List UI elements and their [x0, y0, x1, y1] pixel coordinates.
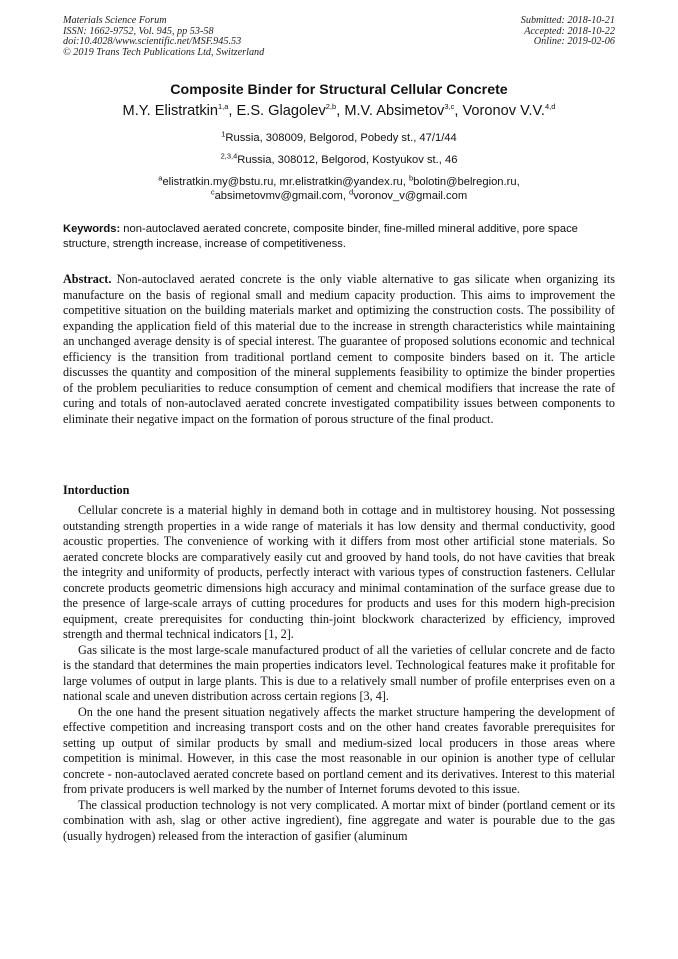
affiliation-sup: 1: [221, 129, 226, 139]
author-sup: 1,a: [217, 102, 229, 112]
affiliation-sup: 2,3,4: [220, 151, 238, 161]
submitted-date: Submitted: 2018-10-21: [520, 15, 615, 26]
body-text: [63, 503, 615, 844]
author-sep: ,: [336, 103, 345, 119]
author-sup: 3,c: [444, 102, 455, 112]
affiliation-text: Russia, 308012, Belgorod, Kostyukov st., 46: [237, 154, 458, 166]
email-sup: c: [210, 187, 215, 197]
paragraph: Cellular concrete is a material highly in demand both in cottage and in multistorey housing. Not possessing outstanding strength properties in a wide range of materials it has low density and thermal conductivity, good acoustic properties. The convenience of working with it differs from most other artificial stone materials. So aerated concrete blocks are comparatively easily cut and grooved by hand tools, do not have cavities that break the integrity and uniformity of products, perfectly interact with various types of construction fasteners. Cellular concrete products geometric dimensions high accuracy and minimal contamination of the surface grease due to the presence of large-scale arrays of cutting procedures for products and uses for this modern high-precision equipment, create prerequisites for conducting thin-joint blockwork characterized by efficiency, improved strength and thermal technical indicators [1, 2].: [63, 503, 615, 641]
keywords-text: non-autoclaved aerated concrete, composite binder, fine-milled mineral additive, pore space structure, strength increase, increase of competitiveness.: [63, 223, 578, 250]
keywords: [63, 222, 615, 252]
email-text: bolotin@belregion.ru,: [413, 176, 520, 188]
author-name: E.S. Glagolev: [236, 103, 326, 119]
email-line-2: [40, 189, 638, 203]
copyright: © 2019 Trans Tech Publications Ltd, Switzerland: [63, 46, 265, 58]
author-name: M.V. Absimetov: [344, 103, 445, 119]
journal-name: Materials Science Forum: [63, 15, 167, 26]
online-date: Online: 2019-02-06: [533, 36, 615, 48]
author-name: Voronov V.V.: [462, 103, 545, 119]
author-sep: ,: [228, 103, 237, 119]
dates-info: [521, 16, 615, 58]
author-sup: 2,b: [325, 102, 337, 112]
accepted-date: Accepted: 2018-10-22: [524, 25, 615, 37]
author-sup: 4,d: [545, 102, 556, 112]
paragraph: The classical production technology is not very complicated. A mortar mixt of binder (portland cement or its combination with ash, slag or other active ingredient), fine aggregate and water is pourable due to the gas (usually hydrogen) released from the interaction of gasifier (aluminum: [63, 797, 615, 843]
email-text: absimetovmv@gmail.com,: [214, 190, 350, 202]
email-sup: a: [158, 173, 163, 183]
author-sep: ,: [454, 103, 463, 119]
paragraph: Gas silicate is the most large-scale manufactured product of all the varieties of cellular concrete and de facto is the standard that determines the main properties indicators level. Technological features make it profitable for large volumes of output in large plants. This is due to a relatively small number of profile enterprises even on a national scale and uneven distribution across certain regions [3, 4].: [63, 642, 615, 703]
doi: doi:10.4028/www.scientific.net/MSF.945.53: [63, 36, 242, 48]
section-title: Intorduction: [63, 483, 130, 497]
email-line-1: [40, 175, 638, 189]
author-name: M.Y. Elistratkin: [122, 103, 218, 119]
keywords-label: Keywords:: [63, 223, 121, 235]
author-list: [30, 103, 648, 119]
abstract: [63, 272, 615, 427]
abstract-text: Non-autoclaved aerated concrete is the only viable alternative to gas silicate when organizing its manufacture on the basis of regional small and medium capacity production. This aims to improvement the competitive situation on the building materials market and optimizing the construction costs. The possibility of expanding the application field of this material due to the increase in strength characteristics while maintaining an unchanged average density is of special interest. The guarantee of proposed solutions economic and technical efficiency is the transition from traditional portland cement to composite binders based on it. The article discusses the quantity and composition of the mineral supplements feasibility to optimize the binder properties of the problem peculiarities to reduce consumption of cement and chemical modifiers that increase the rate of curing and totals of non-autoclaved aerated concrete investigated compatibility issues between components to eliminate their negative impact on the formation of porous structure of the final product.: [63, 272, 615, 426]
abstract-label: Abstract.: [63, 272, 112, 286]
paper-title: Composite Binder for Structural Cellular Concrete: [170, 82, 508, 98]
affiliation-2: [40, 153, 638, 167]
issn: ISSN: 1662-9752, Vol. 945, pp 53-58: [63, 25, 214, 37]
running-header: [63, 16, 615, 58]
email-text: elistratkin.my@bstu.ru, mr.elistratkin@yandex.ru,: [162, 176, 409, 188]
email-sup: d: [349, 187, 354, 197]
email-text: voronov_v@gmail.com: [353, 190, 468, 202]
affiliation-1: [40, 131, 638, 145]
paragraph: On the one hand the present situation negatively affects the market structure hampering the development of effective competition and increasing transport costs and on the other hand creates favorable prerequisites for setting up output of similar products by small and medium-sized local producers in those areas where competition is minimal. However, in this case the most reasonable in our opinion is another type of cellular concrete - non-autoclaved aerated concrete based on portland cement and its derivatives. Interest to this material from private producers is well marked by the number of Internet forums devoted to this issue.: [63, 704, 615, 796]
journal-info: [63, 16, 264, 58]
email-sup: b: [409, 173, 414, 183]
affiliation-text: Russia, 308009, Belgorod, Pobedy st., 47/1/44: [225, 132, 457, 144]
